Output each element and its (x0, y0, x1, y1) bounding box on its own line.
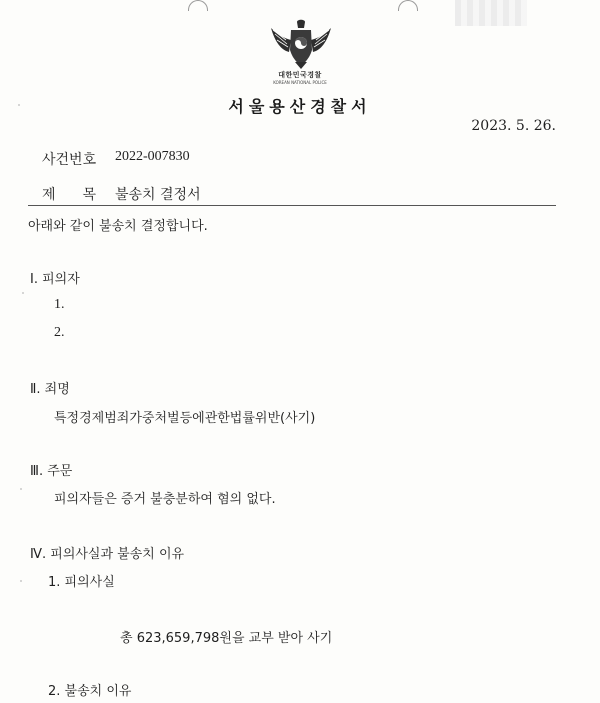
header-divider (28, 205, 556, 206)
scan-speck (22, 292, 24, 294)
punch-hole-mark (188, 0, 208, 11)
section-heading-suspects: Ⅰ. 피의자 (30, 272, 80, 287)
org-name: 대한민국경찰 (278, 71, 322, 79)
subsection-heading-facts: 1. 피의사실 (48, 575, 115, 590)
order-text: 피의자들은 증거 불충분하여 혐의 없다. (54, 492, 276, 507)
station-name: 서울용산경찰서 (228, 97, 372, 116)
scan-corner-mark (455, 0, 527, 26)
document-title: 불송치 결정서 (115, 187, 201, 203)
section-heading-order: Ⅲ. 주문 (30, 464, 73, 479)
subsection-heading-reasons: 2. 불송치 이유 (48, 684, 132, 699)
intro-text: 아래와 같이 불송치 결정합니다. (28, 219, 208, 234)
suspect-item: 2. (54, 325, 65, 340)
scan-speck (20, 580, 22, 582)
punch-hole-mark (398, 0, 418, 11)
police-emblem-icon (267, 18, 335, 70)
section-heading-charge: Ⅱ. 죄명 (30, 382, 70, 397)
suspect-item: 1. (54, 297, 65, 312)
org-name-english: KOREAN NATIONAL POLICE (273, 80, 327, 85)
case-number-label: 사건번호 (42, 152, 97, 168)
scan-speck (20, 488, 22, 490)
title-label: 제목 (42, 187, 124, 203)
facts-text: 총 623,659,798원을 교부 받아 사기 (120, 631, 333, 646)
section-heading-facts-reasons: Ⅳ. 피의사실과 불송치 이유 (30, 547, 185, 562)
case-number: 2022-007830 (115, 149, 190, 164)
charge-text: 특정경제범죄가중처벌등에관한법률위반(사기) (54, 411, 316, 426)
document-date: 2023. 5. 26. (471, 118, 556, 134)
